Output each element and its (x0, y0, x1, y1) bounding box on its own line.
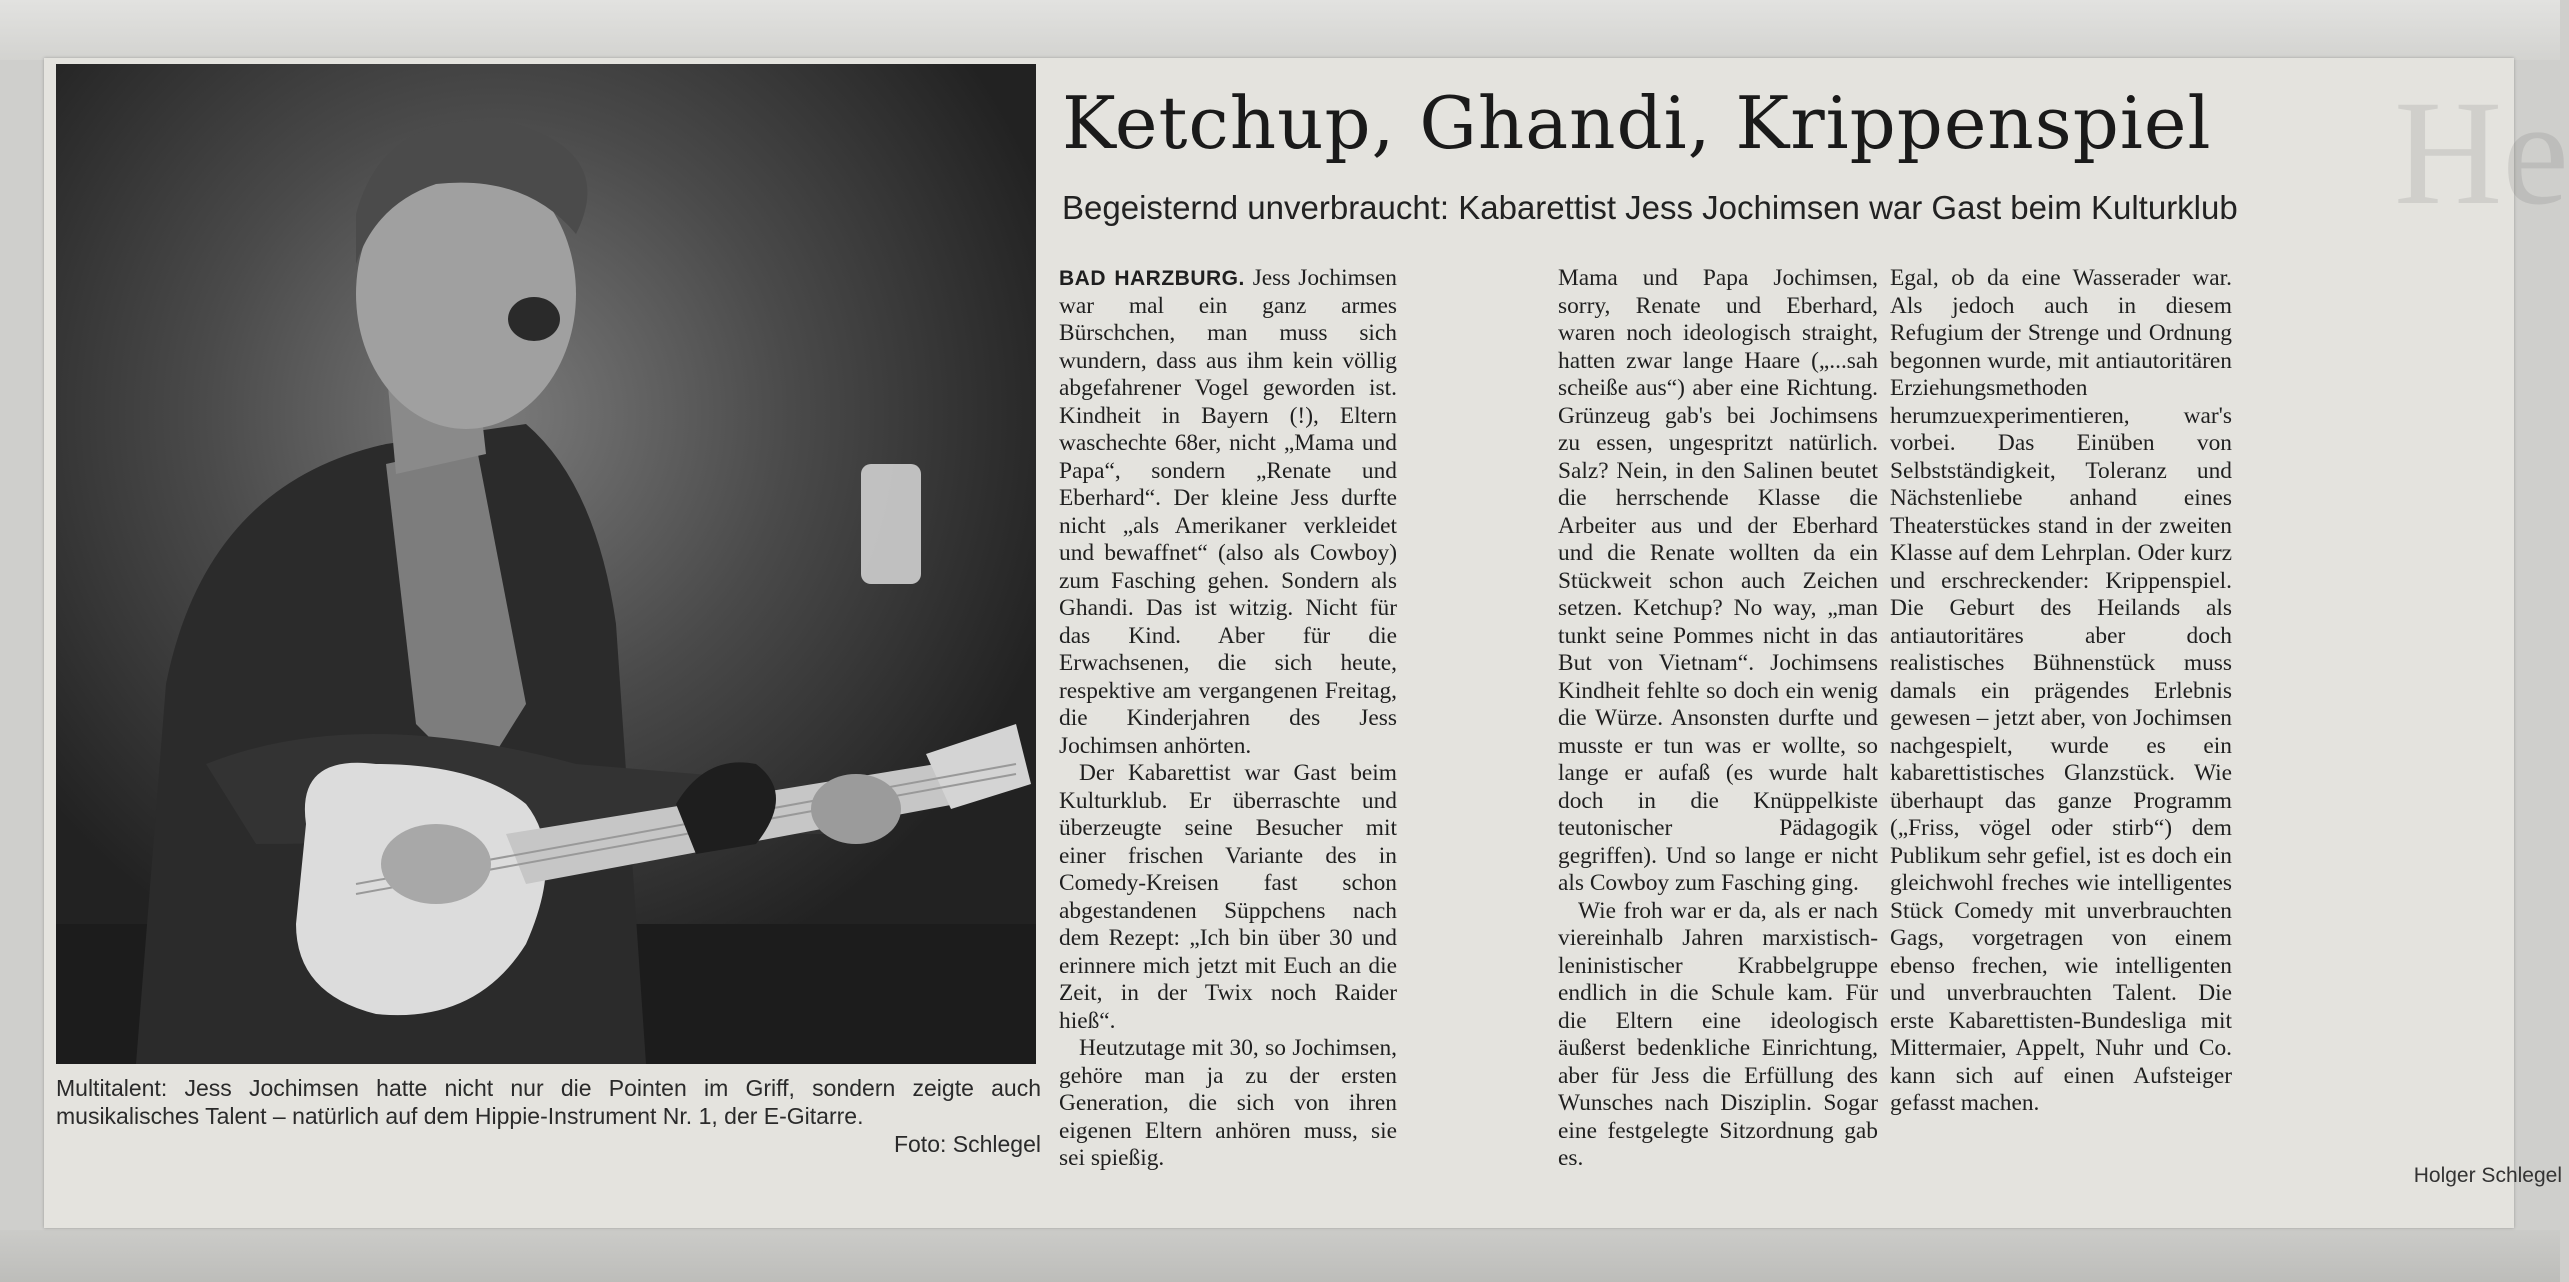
background-bottom (0, 1230, 2560, 1282)
guitarist-illustration (56, 64, 1036, 1064)
author-byline: Holger Schlegel (2413, 1164, 2562, 1187)
article-column-1 (1059, 265, 1397, 1173)
column-1-paragraph-1: Jess Jochimsen war mal ein ganz armes Bürschchen, man muss sich wundern, dass aus ihm kein völlig abgefahrener Vogel geworden ist. Kindheit in Bayern (!), Eltern waschechte 68er, nicht „Mama und Papa“, sondern „Renate und Eberhard“. Der kleine Jess durfte nicht „als Amerikaner verkleidet und bewaffnet“ (also als Cowboy) zum Fasching gehen. Sondern als Ghandi. Das ist witzig. Nicht für das Kind. Aber für die Erwachsenen, die sich heute, respektive am vergangenen Freitag, die Kinderjahren des Jess Jochimsen anhörten. (1059, 265, 1397, 759)
dateline: BAD HARZBURG. (1059, 267, 1245, 290)
column-1-paragraph-2: Der Kabarettist war Gast beim Kulturklub. Er überraschte und überzeugte seine Besucher mit einer frischen Variante des in Comedy-Kreisen fast schon abgestandenen Süppchens nach dem Rezept: „Ich bin über 30 und erinnere mich jetzt mit Euch an die Zeit, in der Twix noch Raider hieß“. (1059, 760, 1397, 1034)
background-top (0, 0, 2560, 60)
bleed-through-text: He (2394, 70, 2569, 236)
article-column-2 (1558, 265, 1878, 1173)
photo-caption (56, 1074, 1041, 1158)
column-2-paragraph-2: Wie froh war er da, als er nach viereinhalb Jahren marxistisch-leninistischer Krabbelgruppe endlich in die Schule kam. Für die Eltern eine ideologisch äußerst bedenkliche Einrichtung, aber für Jess die Erfüllung des Wunsches nach Disziplin. Sogar eine festgelegte Sitzordnung gab es. (1558, 897, 1878, 1171)
column-1-paragraph-3: Heutzutage mit 30, so Jochimsen, gehöre man ja zu der ersten Generation, die sich von ihren eigenen Eltern anhören muss, sie sei spießig. (1059, 1035, 1397, 1171)
column-3-paragraph-1: Egal, ob da eine Wasserader war. Als jedoch auch in diesem Refugium der Strenge und Ordnung begonnen wurde, mit antiautoritären Erziehungsmethoden herumzuexperimentieren, war's vorbei. Das Einüben von Selbstständigkeit, Toleranz und Nächstenliebe anhand eines Theaterstückes stand in der zweiten Klasse auf dem Lehrplan. Oder kurz und erschreckender: Krippenspiel. Die Geburt des Heilands als antiautoritäres aber doch realistisches Bühnenstück muss damals ein prägendes Erlebnis gewesen – jetzt aber, von Jochimsen nachgespielt, wurde es ein kabarettistisches Glanzstück. Wie überhaupt das ganze Programm („Friss, vögel oder stirb“) dem Publikum sehr gefiel, ist es doch ein gleichwohl freches wie intelligentes Stück Comedy mit unverbrauchten Gags, vorgetragen von einem ebenso frechen, wie intelligenten und unverbrauchten Talent. Die erste Kabarettisten-Bundesliga mit Mittermaier, Appelt, Nuhr und Co. kann sich auf einen Aufsteiger gefasst machen. (1890, 265, 2232, 1116)
caption-text: Multitalent: Jess Jochimsen hatte nicht nur die Pointen im Griff, sondern zeigte auch musikalisches Talent – natürlich auf dem Hippie-Instrument Nr. 1, der E-Gitarre. (56, 1075, 1041, 1129)
article-subheadline: Begeisternd unverbraucht: Kabarettist Jess Jochimsen war Gast beim Kulturklub (1062, 189, 2238, 226)
article-photo (56, 64, 1036, 1064)
article-headline: Ketchup, Ghandi, Krippenspiel (1062, 81, 2212, 165)
column-2-paragraph-1: Mama und Papa Jochimsen, sorry, Renate und Eberhard, waren noch ideologisch straight, hatten zwar lange Haare („...sah scheiße aus“) aber eine Richtung. Grünzeug gab's bei Jochimsens zu essen, ungespritzt natürlich. Salz? Nein, in den Salinen beutet die herrschende Klasse die Arbeiter aus und der Eberhard und die Renate wollten da ein Stückweit schon auch Zeichen setzen. Ketchup? No way, „man tunkt seine Pommes nicht in das But von Vietnam“. Jochimsens Kindheit fehlte so doch ein wenig die Würze. Ansonsten durfte und musste er tun was er wollte, so lange er aufaß (es wurde halt doch in die Knüppelkiste teutonischer Pädagogik gegriffen). Und so lange er nicht als Cowboy zum Fasching ging. (1558, 265, 1878, 896)
newspaper-clipping (44, 58, 2569, 1228)
article-column-3 (1890, 265, 2232, 1118)
photo-credit: Foto: Schlegel (893, 1131, 1041, 1157)
